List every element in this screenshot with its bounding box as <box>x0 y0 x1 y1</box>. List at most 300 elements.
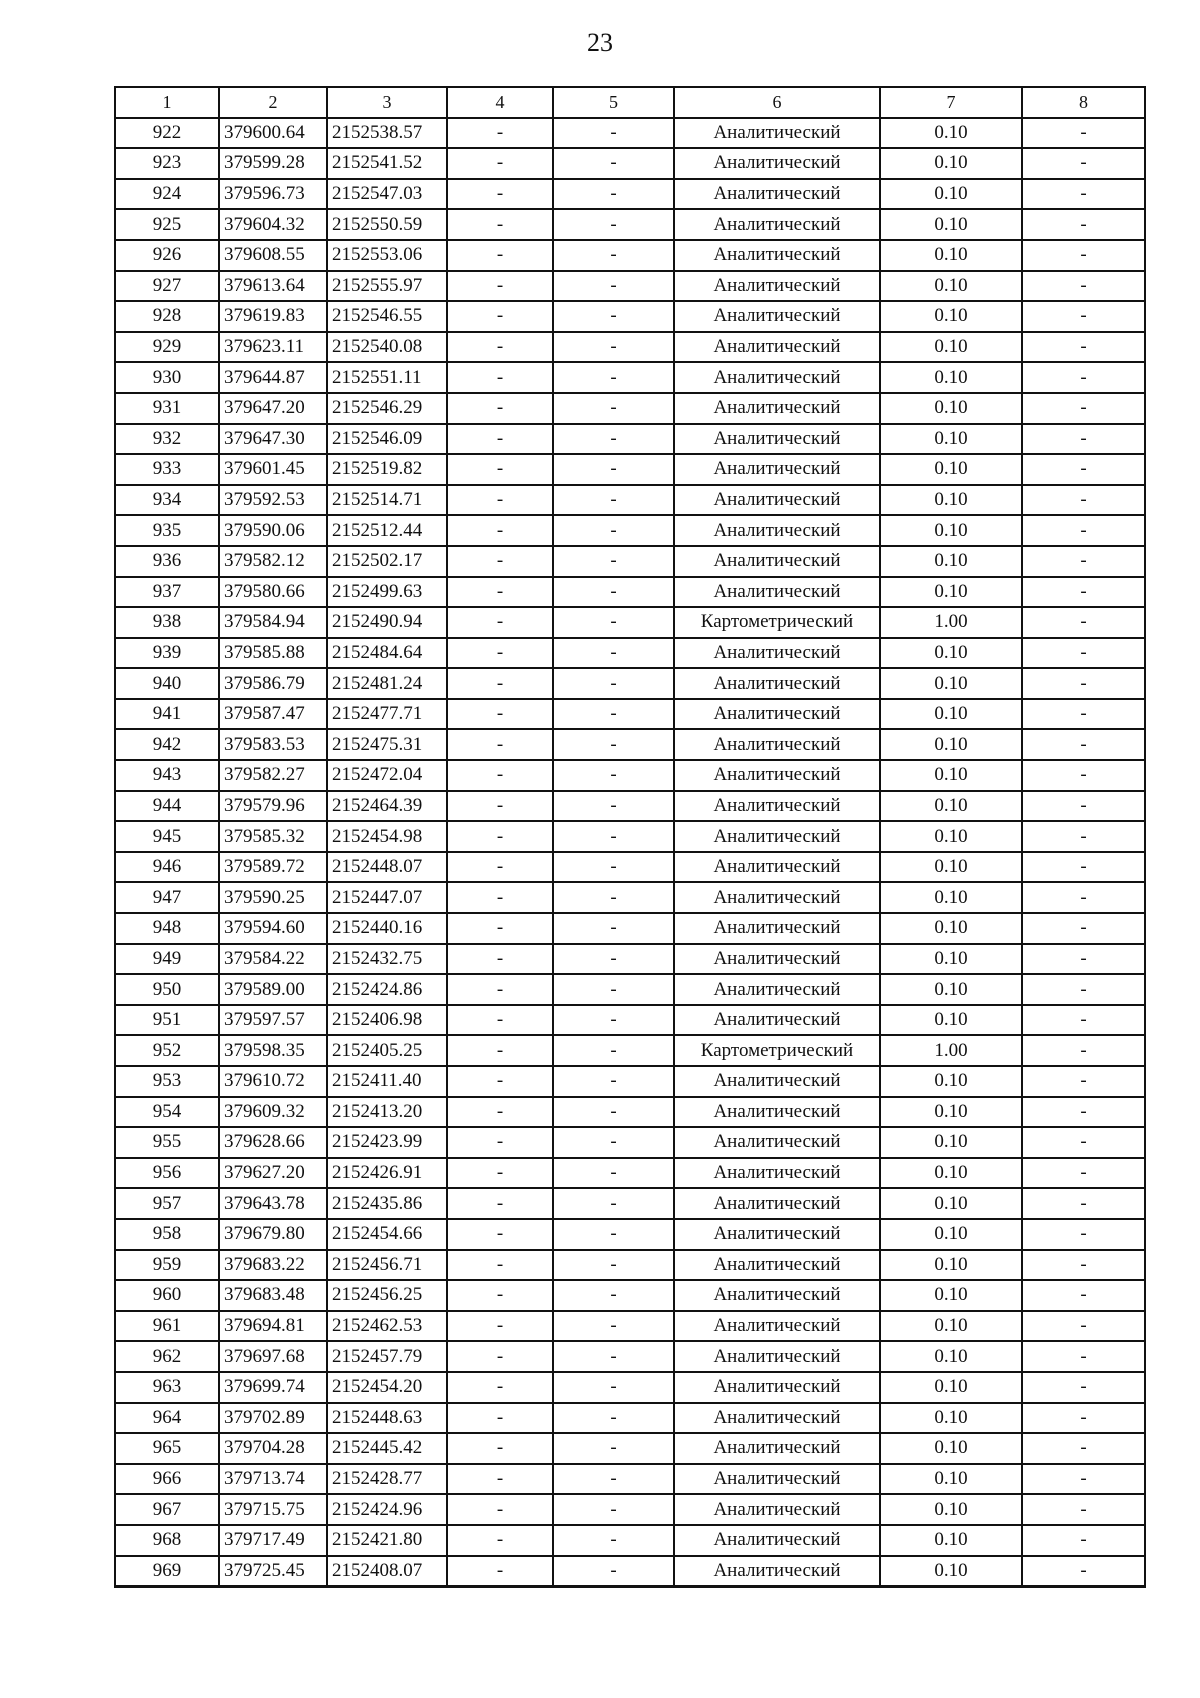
column-8-cell: - <box>1022 913 1145 944</box>
x-coordinate-cell: 379589.00 <box>219 974 327 1005</box>
column-4-cell: - <box>447 148 553 179</box>
column-5-cell: - <box>553 1280 674 1311</box>
point-number-cell: 932 <box>115 424 219 455</box>
table-header-row <box>115 87 1145 118</box>
table-row <box>115 1097 1145 1128</box>
point-number-cell: 936 <box>115 546 219 577</box>
y-coordinate-cell: 2152481.24 <box>327 668 447 699</box>
accuracy-cell: 0.10 <box>880 638 1022 669</box>
column-8-cell: - <box>1022 515 1145 546</box>
column-8-cell: - <box>1022 638 1145 669</box>
table-row <box>115 882 1145 913</box>
point-number-cell: 927 <box>115 271 219 302</box>
y-coordinate-cell: 2152456.71 <box>327 1250 447 1281</box>
column-4-cell: - <box>447 821 553 852</box>
accuracy-cell: 0.10 <box>880 1525 1022 1556</box>
x-coordinate-cell: 379717.49 <box>219 1525 327 1556</box>
column-4-cell: - <box>447 577 553 608</box>
method-cell: Аналитический <box>674 148 880 179</box>
y-coordinate-cell: 2152445.42 <box>327 1433 447 1464</box>
x-coordinate-cell: 379586.79 <box>219 668 327 699</box>
column-4-cell: - <box>447 515 553 546</box>
column-5-cell: - <box>553 1556 674 1587</box>
accuracy-cell: 0.10 <box>880 1280 1022 1311</box>
point-number-cell: 934 <box>115 485 219 516</box>
column-4-cell: - <box>447 974 553 1005</box>
column-5-cell: - <box>553 393 674 424</box>
x-coordinate-cell: 379594.60 <box>219 913 327 944</box>
column-5-cell: - <box>553 913 674 944</box>
point-number-cell: 933 <box>115 454 219 485</box>
y-coordinate-cell: 2152405.25 <box>327 1035 447 1066</box>
table-row <box>115 393 1145 424</box>
method-cell: Аналитический <box>674 1066 880 1097</box>
table-row <box>115 699 1145 730</box>
column-4-cell: - <box>447 791 553 822</box>
method-cell: Аналитический <box>674 1127 880 1158</box>
table-row <box>115 791 1145 822</box>
column-8-cell: - <box>1022 1097 1145 1128</box>
accuracy-cell: 0.10 <box>880 209 1022 240</box>
y-coordinate-cell: 2152447.07 <box>327 882 447 913</box>
accuracy-cell: 0.10 <box>880 1097 1022 1128</box>
point-number-cell: 969 <box>115 1556 219 1587</box>
x-coordinate-cell: 379580.66 <box>219 577 327 608</box>
column-4-cell: - <box>447 1066 553 1097</box>
point-number-cell: 959 <box>115 1250 219 1281</box>
y-coordinate-cell: 2152426.91 <box>327 1158 447 1189</box>
y-coordinate-cell: 2152432.75 <box>327 944 447 975</box>
column-8-cell: - <box>1022 1188 1145 1219</box>
x-coordinate-cell: 379600.64 <box>219 118 327 149</box>
accuracy-cell: 0.10 <box>880 1403 1022 1434</box>
table-row <box>115 362 1145 393</box>
accuracy-cell: 0.10 <box>880 1066 1022 1097</box>
table-row <box>115 1280 1145 1311</box>
x-coordinate-cell: 379619.83 <box>219 301 327 332</box>
accuracy-cell: 0.10 <box>880 515 1022 546</box>
column-4-cell: - <box>447 852 553 883</box>
x-coordinate-cell: 379598.35 <box>219 1035 327 1066</box>
y-coordinate-cell: 2152423.99 <box>327 1127 447 1158</box>
method-cell: Аналитический <box>674 944 880 975</box>
column-4-cell: - <box>447 1250 553 1281</box>
point-number-cell: 963 <box>115 1372 219 1403</box>
column-8-cell: - <box>1022 760 1145 791</box>
column-5-cell: - <box>553 271 674 302</box>
method-cell: Аналитический <box>674 668 880 699</box>
y-coordinate-cell: 2152448.63 <box>327 1403 447 1434</box>
method-cell: Аналитический <box>674 362 880 393</box>
method-cell: Аналитический <box>674 1219 880 1250</box>
method-cell: Аналитический <box>674 209 880 240</box>
x-coordinate-cell: 379697.68 <box>219 1341 327 1372</box>
x-coordinate-cell: 379627.20 <box>219 1158 327 1189</box>
accuracy-cell: 0.10 <box>880 1219 1022 1250</box>
column-8-cell: - <box>1022 454 1145 485</box>
table-row <box>115 1372 1145 1403</box>
column-5-cell: - <box>553 638 674 669</box>
method-cell: Аналитический <box>674 1494 880 1525</box>
accuracy-cell: 0.10 <box>880 668 1022 699</box>
point-number-cell: 930 <box>115 362 219 393</box>
column-5-cell: - <box>553 1525 674 1556</box>
method-cell: Аналитический <box>674 1372 880 1403</box>
column-8-cell: - <box>1022 974 1145 1005</box>
x-coordinate-cell: 379590.25 <box>219 882 327 913</box>
column-8-cell: - <box>1022 821 1145 852</box>
point-number-cell: 940 <box>115 668 219 699</box>
x-coordinate-cell: 379582.27 <box>219 760 327 791</box>
y-coordinate-cell: 2152457.79 <box>327 1341 447 1372</box>
column-5-cell: - <box>553 852 674 883</box>
column-5-cell: - <box>553 974 674 1005</box>
accuracy-cell: 0.10 <box>880 179 1022 210</box>
column-5-cell: - <box>553 1219 674 1250</box>
column-8-cell: - <box>1022 1219 1145 1250</box>
x-coordinate-cell: 379583.53 <box>219 729 327 760</box>
point-number-cell: 962 <box>115 1341 219 1372</box>
column-header: 6 <box>674 87 880 118</box>
x-coordinate-cell: 379582.12 <box>219 546 327 577</box>
column-5-cell: - <box>553 729 674 760</box>
y-coordinate-cell: 2152540.08 <box>327 332 447 363</box>
coordinates-table <box>114 86 1146 1588</box>
method-cell: Аналитический <box>674 1280 880 1311</box>
x-coordinate-cell: 379702.89 <box>219 1403 327 1434</box>
x-coordinate-cell: 379596.73 <box>219 179 327 210</box>
column-8-cell: - <box>1022 1280 1145 1311</box>
table-row <box>115 1556 1145 1587</box>
y-coordinate-cell: 2152546.55 <box>327 301 447 332</box>
y-coordinate-cell: 2152541.52 <box>327 148 447 179</box>
table-row <box>115 1158 1145 1189</box>
table-row <box>115 454 1145 485</box>
table-body <box>115 118 1145 1587</box>
column-header: 1 <box>115 87 219 118</box>
table-row <box>115 1494 1145 1525</box>
point-number-cell: 961 <box>115 1311 219 1342</box>
accuracy-cell: 0.10 <box>880 485 1022 516</box>
method-cell: Аналитический <box>674 179 880 210</box>
accuracy-cell: 0.10 <box>880 821 1022 852</box>
x-coordinate-cell: 379585.88 <box>219 638 327 669</box>
accuracy-cell: 0.10 <box>880 1005 1022 1036</box>
method-cell: Аналитический <box>674 546 880 577</box>
method-cell: Аналитический <box>674 240 880 271</box>
method-cell: Аналитический <box>674 1341 880 1372</box>
column-8-cell: - <box>1022 1403 1145 1434</box>
column-4-cell: - <box>447 607 553 638</box>
method-cell: Аналитический <box>674 1250 880 1281</box>
point-number-cell: 960 <box>115 1280 219 1311</box>
column-5-cell: - <box>553 882 674 913</box>
method-cell: Аналитический <box>674 118 880 149</box>
y-coordinate-cell: 2152448.07 <box>327 852 447 883</box>
column-5-cell: - <box>553 1188 674 1219</box>
column-4-cell: - <box>447 699 553 730</box>
x-coordinate-cell: 379715.75 <box>219 1494 327 1525</box>
method-cell: Картометрический <box>674 1035 880 1066</box>
point-number-cell: 948 <box>115 913 219 944</box>
x-coordinate-cell: 379579.96 <box>219 791 327 822</box>
column-5-cell: - <box>553 1311 674 1342</box>
method-cell: Аналитический <box>674 1188 880 1219</box>
x-coordinate-cell: 379647.30 <box>219 424 327 455</box>
point-number-cell: 945 <box>115 821 219 852</box>
column-header: 4 <box>447 87 553 118</box>
method-cell: Аналитический <box>674 454 880 485</box>
accuracy-cell: 0.10 <box>880 148 1022 179</box>
table-row <box>115 1188 1145 1219</box>
column-8-cell: - <box>1022 1311 1145 1342</box>
point-number-cell: 968 <box>115 1525 219 1556</box>
column-5-cell: - <box>553 118 674 149</box>
table-row <box>115 852 1145 883</box>
method-cell: Аналитический <box>674 852 880 883</box>
column-4-cell: - <box>447 729 553 760</box>
accuracy-cell: 1.00 <box>880 1035 1022 1066</box>
point-number-cell: 955 <box>115 1127 219 1158</box>
column-4-cell: - <box>447 1280 553 1311</box>
column-8-cell: - <box>1022 852 1145 883</box>
point-number-cell: 935 <box>115 515 219 546</box>
method-cell: Аналитический <box>674 515 880 546</box>
x-coordinate-cell: 379623.11 <box>219 332 327 363</box>
accuracy-cell: 0.10 <box>880 454 1022 485</box>
method-cell: Аналитический <box>674 393 880 424</box>
table-row <box>115 1250 1145 1281</box>
table-row <box>115 515 1145 546</box>
column-4-cell: - <box>447 301 553 332</box>
y-coordinate-cell: 2152464.39 <box>327 791 447 822</box>
point-number-cell: 925 <box>115 209 219 240</box>
method-cell: Аналитический <box>674 332 880 363</box>
x-coordinate-cell: 379609.32 <box>219 1097 327 1128</box>
table-row <box>115 424 1145 455</box>
column-5-cell: - <box>553 1066 674 1097</box>
x-coordinate-cell: 379587.47 <box>219 699 327 730</box>
y-coordinate-cell: 2152411.40 <box>327 1066 447 1097</box>
column-5-cell: - <box>553 362 674 393</box>
column-4-cell: - <box>447 1035 553 1066</box>
method-cell: Аналитический <box>674 301 880 332</box>
table-row <box>115 1127 1145 1158</box>
column-8-cell: - <box>1022 271 1145 302</box>
point-number-cell: 937 <box>115 577 219 608</box>
y-coordinate-cell: 2152440.16 <box>327 913 447 944</box>
x-coordinate-cell: 379647.20 <box>219 393 327 424</box>
point-number-cell: 952 <box>115 1035 219 1066</box>
table-row <box>115 607 1145 638</box>
column-header: 7 <box>880 87 1022 118</box>
point-number-cell: 943 <box>115 760 219 791</box>
point-number-cell: 947 <box>115 882 219 913</box>
y-coordinate-cell: 2152546.29 <box>327 393 447 424</box>
y-coordinate-cell: 2152502.17 <box>327 546 447 577</box>
column-4-cell: - <box>447 944 553 975</box>
table-row <box>115 821 1145 852</box>
method-cell: Аналитический <box>674 577 880 608</box>
accuracy-cell: 0.10 <box>880 577 1022 608</box>
column-8-cell: - <box>1022 424 1145 455</box>
accuracy-cell: 0.10 <box>880 546 1022 577</box>
column-5-cell: - <box>553 301 674 332</box>
column-4-cell: - <box>447 240 553 271</box>
column-4-cell: - <box>447 179 553 210</box>
x-coordinate-cell: 379585.32 <box>219 821 327 852</box>
y-coordinate-cell: 2152406.98 <box>327 1005 447 1036</box>
point-number-cell: 944 <box>115 791 219 822</box>
table-row <box>115 729 1145 760</box>
method-cell: Аналитический <box>674 1556 880 1587</box>
point-number-cell: 951 <box>115 1005 219 1036</box>
method-cell: Аналитический <box>674 424 880 455</box>
point-number-cell: 965 <box>115 1433 219 1464</box>
x-coordinate-cell: 379599.28 <box>219 148 327 179</box>
accuracy-cell: 0.10 <box>880 791 1022 822</box>
table-row <box>115 668 1145 699</box>
column-4-cell: - <box>447 362 553 393</box>
x-coordinate-cell: 379725.45 <box>219 1556 327 1587</box>
accuracy-cell: 0.10 <box>880 852 1022 883</box>
column-5-cell: - <box>553 821 674 852</box>
point-number-cell: 931 <box>115 393 219 424</box>
column-8-cell: - <box>1022 668 1145 699</box>
column-5-cell: - <box>553 1158 674 1189</box>
column-header: 5 <box>553 87 674 118</box>
x-coordinate-cell: 379694.81 <box>219 1311 327 1342</box>
accuracy-cell: 0.10 <box>880 118 1022 149</box>
column-4-cell: - <box>447 638 553 669</box>
x-coordinate-cell: 379643.78 <box>219 1188 327 1219</box>
method-cell: Аналитический <box>674 271 880 302</box>
page-number: 23 <box>587 28 613 57</box>
column-8-cell: - <box>1022 393 1145 424</box>
column-8-cell: - <box>1022 1158 1145 1189</box>
table-row <box>115 148 1145 179</box>
column-8-cell: - <box>1022 577 1145 608</box>
column-5-cell: - <box>553 577 674 608</box>
table-row <box>115 1433 1145 1464</box>
point-number-cell: 928 <box>115 301 219 332</box>
column-8-cell: - <box>1022 1127 1145 1158</box>
column-5-cell: - <box>553 148 674 179</box>
y-coordinate-cell: 2152456.25 <box>327 1280 447 1311</box>
method-cell: Аналитический <box>674 729 880 760</box>
column-8-cell: - <box>1022 148 1145 179</box>
column-4-cell: - <box>447 1127 553 1158</box>
accuracy-cell: 0.10 <box>880 760 1022 791</box>
column-5-cell: - <box>553 668 674 699</box>
accuracy-cell: 0.10 <box>880 240 1022 271</box>
accuracy-cell: 0.10 <box>880 944 1022 975</box>
point-number-cell: 950 <box>115 974 219 1005</box>
method-cell: Аналитический <box>674 882 880 913</box>
column-5-cell: - <box>553 1250 674 1281</box>
column-4-cell: - <box>447 1158 553 1189</box>
accuracy-cell: 0.10 <box>880 1158 1022 1189</box>
column-5-cell: - <box>553 485 674 516</box>
y-coordinate-cell: 2152421.80 <box>327 1525 447 1556</box>
table-row <box>115 118 1145 149</box>
method-cell: Аналитический <box>674 1464 880 1495</box>
y-coordinate-cell: 2152538.57 <box>327 118 447 149</box>
y-coordinate-cell: 2152499.63 <box>327 577 447 608</box>
column-8-cell: - <box>1022 1250 1145 1281</box>
y-coordinate-cell: 2152408.07 <box>327 1556 447 1587</box>
y-coordinate-cell: 2152546.09 <box>327 424 447 455</box>
column-8-cell: - <box>1022 546 1145 577</box>
table-row <box>115 944 1145 975</box>
column-8-cell: - <box>1022 791 1145 822</box>
column-5-cell: - <box>553 699 674 730</box>
accuracy-cell: 0.10 <box>880 974 1022 1005</box>
accuracy-cell: 0.10 <box>880 1188 1022 1219</box>
y-coordinate-cell: 2152553.06 <box>327 240 447 271</box>
column-4-cell: - <box>447 882 553 913</box>
column-4-cell: - <box>447 118 553 149</box>
point-number-cell: 954 <box>115 1097 219 1128</box>
y-coordinate-cell: 2152454.98 <box>327 821 447 852</box>
point-number-cell: 958 <box>115 1219 219 1250</box>
column-5-cell: - <box>553 1433 674 1464</box>
accuracy-cell: 0.10 <box>880 362 1022 393</box>
point-number-cell: 929 <box>115 332 219 363</box>
y-coordinate-cell: 2152490.94 <box>327 607 447 638</box>
y-coordinate-cell: 2152477.71 <box>327 699 447 730</box>
method-cell: Аналитический <box>674 1433 880 1464</box>
point-number-cell: 939 <box>115 638 219 669</box>
column-8-cell: - <box>1022 944 1145 975</box>
table-row <box>115 1066 1145 1097</box>
column-5-cell: - <box>553 240 674 271</box>
column-4-cell: - <box>447 1341 553 1372</box>
column-5-cell: - <box>553 179 674 210</box>
method-cell: Аналитический <box>674 485 880 516</box>
column-8-cell: - <box>1022 301 1145 332</box>
column-8-cell: - <box>1022 1494 1145 1525</box>
table-row <box>115 1035 1145 1066</box>
x-coordinate-cell: 379613.64 <box>219 271 327 302</box>
column-8-cell: - <box>1022 209 1145 240</box>
table-row <box>115 271 1145 302</box>
column-5-cell: - <box>553 209 674 240</box>
column-4-cell: - <box>447 454 553 485</box>
column-4-cell: - <box>447 332 553 363</box>
column-header: 8 <box>1022 87 1145 118</box>
column-5-cell: - <box>553 1403 674 1434</box>
accuracy-cell: 0.10 <box>880 1311 1022 1342</box>
accuracy-cell: 0.10 <box>880 332 1022 363</box>
table-row <box>115 179 1145 210</box>
column-4-cell: - <box>447 913 553 944</box>
accuracy-cell: 0.10 <box>880 424 1022 455</box>
accuracy-cell: 0.10 <box>880 1127 1022 1158</box>
point-number-cell: 966 <box>115 1464 219 1495</box>
y-coordinate-cell: 2152454.20 <box>327 1372 447 1403</box>
column-5-cell: - <box>553 1372 674 1403</box>
table-row <box>115 1219 1145 1250</box>
table-row <box>115 240 1145 271</box>
y-coordinate-cell: 2152413.20 <box>327 1097 447 1128</box>
x-coordinate-cell: 379644.87 <box>219 362 327 393</box>
column-4-cell: - <box>447 1525 553 1556</box>
column-8-cell: - <box>1022 607 1145 638</box>
x-coordinate-cell: 379601.45 <box>219 454 327 485</box>
column-4-cell: - <box>447 1311 553 1342</box>
column-4-cell: - <box>447 424 553 455</box>
